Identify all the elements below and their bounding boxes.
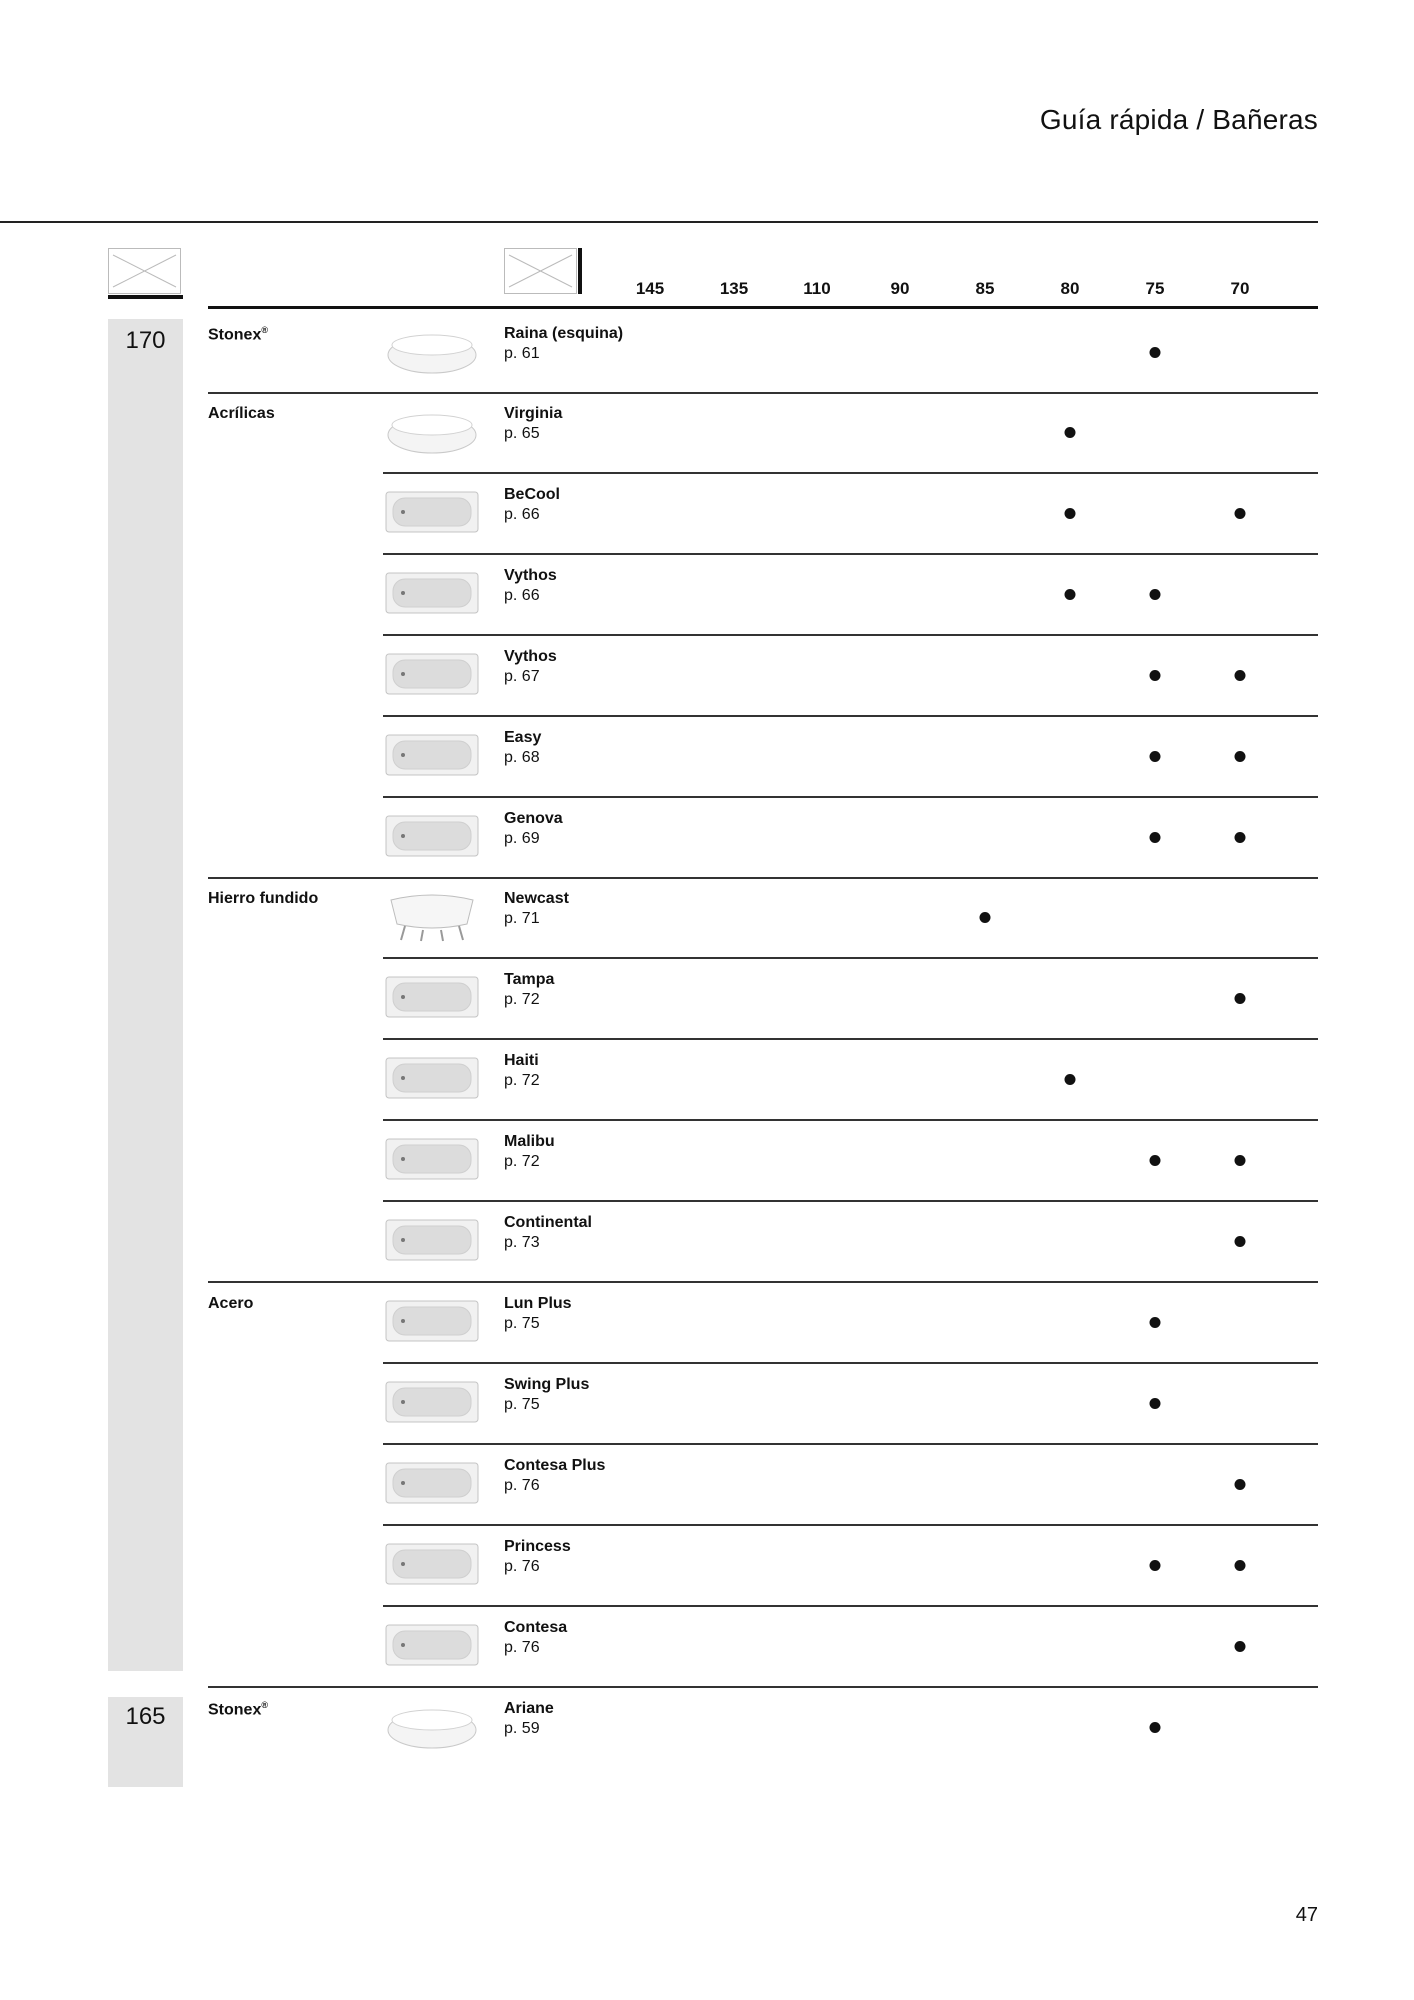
category-label [208,890,318,908]
product-name[interactable]: Lun Plus [504,1295,572,1312]
product-page-ref[interactable]: p. 72 [504,1153,540,1170]
header-rule [208,306,1318,309]
product-page-ref[interactable]: p. 73 [504,1234,540,1251]
availability-dot-75 [1150,1155,1161,1166]
table-row [0,957,1414,1039]
category-label [208,325,268,344]
table-row [0,1524,1414,1606]
width-dimension-icon [504,248,577,294]
product-name[interactable]: Malibu [504,1133,555,1150]
product-name[interactable]: Haiti [504,1052,539,1069]
availability-dot-70 [1235,751,1246,762]
bathtub-image [383,806,481,864]
column-header-75: 75 [1145,279,1165,298]
product-name[interactable]: BeCool [504,486,560,503]
category-label [208,1700,268,1719]
availability-dot-75 [1150,751,1161,762]
bathtub-image [383,1615,481,1673]
availability-dot-70 [1235,1479,1246,1490]
product-name[interactable]: Swing Plus [504,1376,590,1393]
product-page-ref[interactable]: p. 66 [504,587,540,604]
bathtub-image [383,644,481,702]
product-page-ref[interactable]: p. 75 [504,1396,540,1413]
table-row [0,472,1414,554]
availability-dot-70 [1235,993,1246,1004]
category-text: Hierro fundido [208,890,319,907]
bathtub-image [383,725,481,783]
product-page-ref[interactable]: p. 61 [504,345,540,362]
availability-dot-75 [1150,589,1161,600]
column-header-80: 80 [1060,279,1080,298]
bathtub-image [383,967,481,1025]
bathtub-image [383,321,481,379]
table-row [0,715,1414,797]
product-page-ref[interactable]: p. 71 [504,910,540,927]
bathtub-image [383,1129,481,1187]
category-text: Stonex [208,1701,262,1719]
bathtub-image [383,1696,481,1754]
table-row [0,553,1414,635]
category-label [208,405,275,423]
product-name[interactable]: Genova [504,810,563,827]
table-row [0,876,1414,958]
product-name[interactable]: Vythos [504,648,557,665]
product-name[interactable]: Newcast [504,890,569,907]
availability-dot-70 [1235,670,1246,681]
product-page-ref[interactable]: p. 59 [504,1720,540,1737]
bathtub-image [383,1291,481,1349]
bathtub-image [383,482,481,540]
product-name[interactable]: Vythos [504,567,557,584]
availability-dot-85 [980,912,991,923]
product-name[interactable]: Contesa Plus [504,1457,606,1474]
availability-dot-70 [1235,1560,1246,1571]
availability-dot-70 [1235,832,1246,843]
registered-mark: ® [261,1700,268,1710]
page-number: 47 [1295,1904,1318,1926]
product-name[interactable]: Continental [504,1214,592,1231]
table-row [0,1686,1414,1768]
product-page-ref[interactable]: p. 69 [504,830,540,847]
availability-dot-70 [1235,508,1246,519]
bathtub-image [383,1534,481,1592]
product-page-ref[interactable]: p. 76 [504,1558,540,1575]
registered-mark: ® [261,325,268,335]
bathtub-image [383,886,481,944]
column-header-90: 90 [890,279,910,298]
availability-dot-80 [1065,427,1076,438]
availability-dot-75 [1150,347,1161,358]
product-page-ref[interactable]: p. 76 [504,1639,540,1656]
availability-dot-70 [1235,1155,1246,1166]
availability-dot-80 [1065,1074,1076,1085]
product-name[interactable]: Easy [504,729,542,746]
table-row [0,1605,1414,1687]
table-row [0,311,1414,393]
product-page-ref[interactable]: p. 66 [504,506,540,523]
product-page-ref[interactable]: p. 76 [504,1477,540,1494]
availability-dot-70 [1235,1641,1246,1652]
product-page-ref[interactable]: p. 75 [504,1315,540,1332]
table-row [0,1200,1414,1282]
bathtub-image [383,1453,481,1511]
category-label [208,1295,253,1313]
availability-dot-75 [1150,832,1161,843]
category-text: Acero [208,1295,254,1312]
column-header-85: 85 [975,279,995,298]
bathtub-image [383,1210,481,1268]
bathtub-image [383,563,481,621]
length-label-170: 170 [125,327,166,354]
product-page-ref[interactable]: p. 72 [504,991,540,1008]
column-header-135: 135 [719,279,749,298]
column-header-110: 110 [803,279,831,298]
length-dimension-icon [108,248,181,294]
availability-dot-75 [1150,1317,1161,1328]
availability-dot-70 [1235,1236,1246,1247]
product-name[interactable]: Tampa [504,971,555,988]
bathtub-image [383,1372,481,1430]
product-name[interactable]: Princess [504,1538,571,1555]
category-text: Acrílicas [208,405,275,422]
table-row [0,1362,1414,1444]
availability-dot-75 [1150,670,1161,681]
table-row [0,634,1414,716]
table-row [0,796,1414,878]
product-page-ref[interactable]: p. 67 [504,668,540,685]
availability-dot-75 [1150,1560,1161,1571]
product-name[interactable]: Virginia [504,405,563,422]
product-name[interactable]: Ariane [504,1700,554,1717]
availability-dot-75 [1150,1398,1161,1409]
availability-dot-80 [1065,589,1076,600]
availability-dot-80 [1065,508,1076,519]
availability-dot-75 [1150,1722,1161,1733]
table-row [0,1443,1414,1525]
top-divider [0,221,1318,223]
table-row [0,1119,1414,1201]
table-row [0,1281,1414,1363]
product-name[interactable]: Raina (esquina) [504,325,624,342]
product-page-ref[interactable]: p. 65 [504,425,540,442]
product-name[interactable]: Contesa [504,1619,568,1636]
category-text: Stonex [208,326,262,344]
bathtub-image [383,401,481,459]
column-header-145: 145 [635,279,665,298]
product-page-ref[interactable]: p. 72 [504,1072,540,1089]
table-row [0,391,1414,473]
page-title: Guía rápida / Bañeras [1039,104,1318,135]
product-page-ref[interactable]: p. 68 [504,749,540,766]
column-header-70: 70 [1230,279,1250,298]
table-row [0,1038,1414,1120]
length-label-165: 165 [125,1703,166,1730]
bathtub-image [383,1048,481,1106]
